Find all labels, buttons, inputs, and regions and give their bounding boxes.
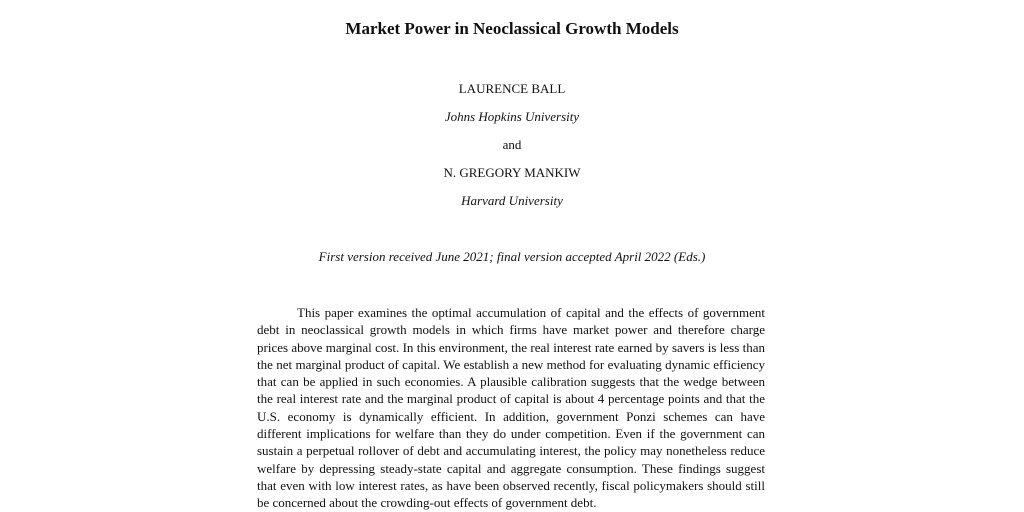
author-conjunction: and [502,137,522,152]
received-note: First version received June 2021; final version accepted April 2022 (Eds.) [318,249,706,264]
paper-title: Market Power in Neoclassical Growth Models [345,19,679,38]
author-affiliation-2: Harvard University [461,193,563,208]
author-name-2: N. GREGORY MANKIW [443,165,581,180]
author-affiliation-1: Johns Hopkins University [444,109,580,124]
author-name-1: LAURENCE BALL [458,81,566,96]
abstract-text: This paper examines the optimal accumulation of capital and the effects of government debt in neoclassical growth models in which firms have market power and therefore charge prices above marginal cost. In this environment, the real interest rate earned by savers is less than the net marginal product of capital. We establish a new method for evaluating dynamic efficiency that can be applied in such economies. A plausible calibration suggests that the wedge between the real interest rate and the marginal product of capital is about 4 percentage points and that the U.S. economy is dynamically efficient. In addition, government Ponzi schemes can have different implications for welfare than they do under competition. Even if the government can sustain a perpetual rollover of debt and accumulating interest, the policy may nonetheless reduce welfare by depressing steady-state capital and aggregate consumption. These findings suggest that even with low interest rates, as have been observed recently, fiscal policymakers should still be concerned about the crowding-out effects of government debt. [257,305,765,511]
